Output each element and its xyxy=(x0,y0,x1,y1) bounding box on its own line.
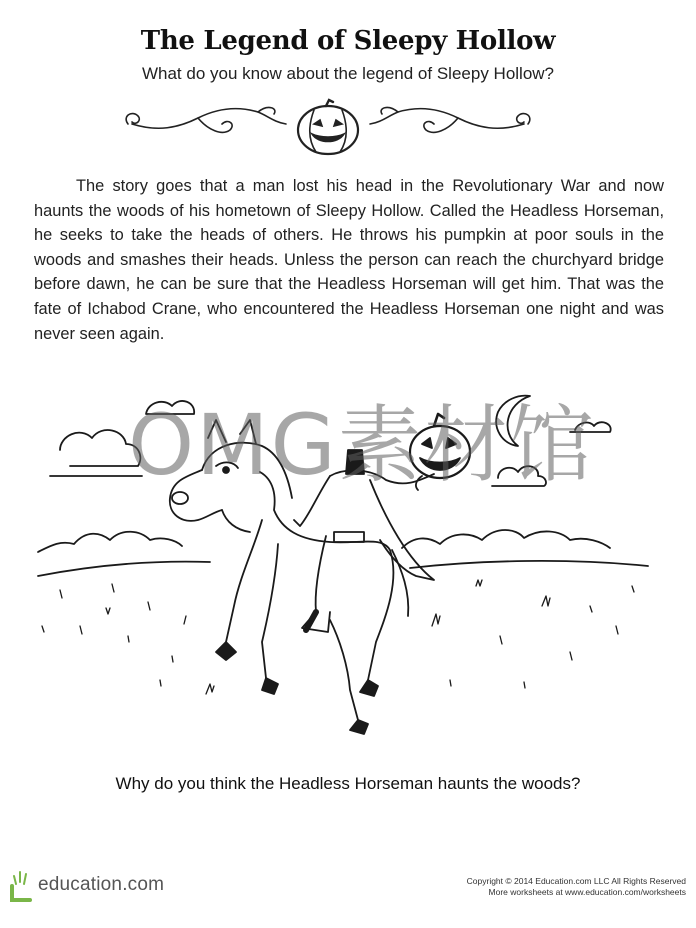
footer-info xyxy=(467,876,686,898)
education-logo[interactable] xyxy=(8,864,208,904)
question: Why do you think the Headless Horseman haunts the woods? xyxy=(115,774,581,793)
education-logo-icon xyxy=(8,864,36,904)
logo-text: education.com xyxy=(38,874,165,895)
pumpkin-ornament-icon xyxy=(118,96,538,158)
page-title: The Legend of Sleepy Hollow xyxy=(140,26,556,56)
more-worksheets-text: More worksheets at www.education.com/worksheets xyxy=(488,887,686,897)
copyright-text: Copyright © 2014 Education.com LLC All Rights Reserved xyxy=(466,876,686,886)
page-subtitle: What do you know about the legend of Sleepy Hollow? xyxy=(141,64,555,83)
story-paragraph: The story goes that a man lost his head in the Revolutionary War and now haunts the woods of his hometown of Sleepy Hollow. Called the Headless Horseman, he seeks to take the heads of others. He throws his pumpkin at poor souls in the woods and smashes their heads. Unless the person can reach the churchyard bridge before dawn, he can be sure that the Headless Horseman will get him. That was the fate of Ichabod Crane, who encountered the Headless Horseman one night and was never seen again. xyxy=(34,177,664,343)
pumpkin-icon xyxy=(298,100,358,154)
watermark: OMG素材馆 xyxy=(128,396,596,494)
